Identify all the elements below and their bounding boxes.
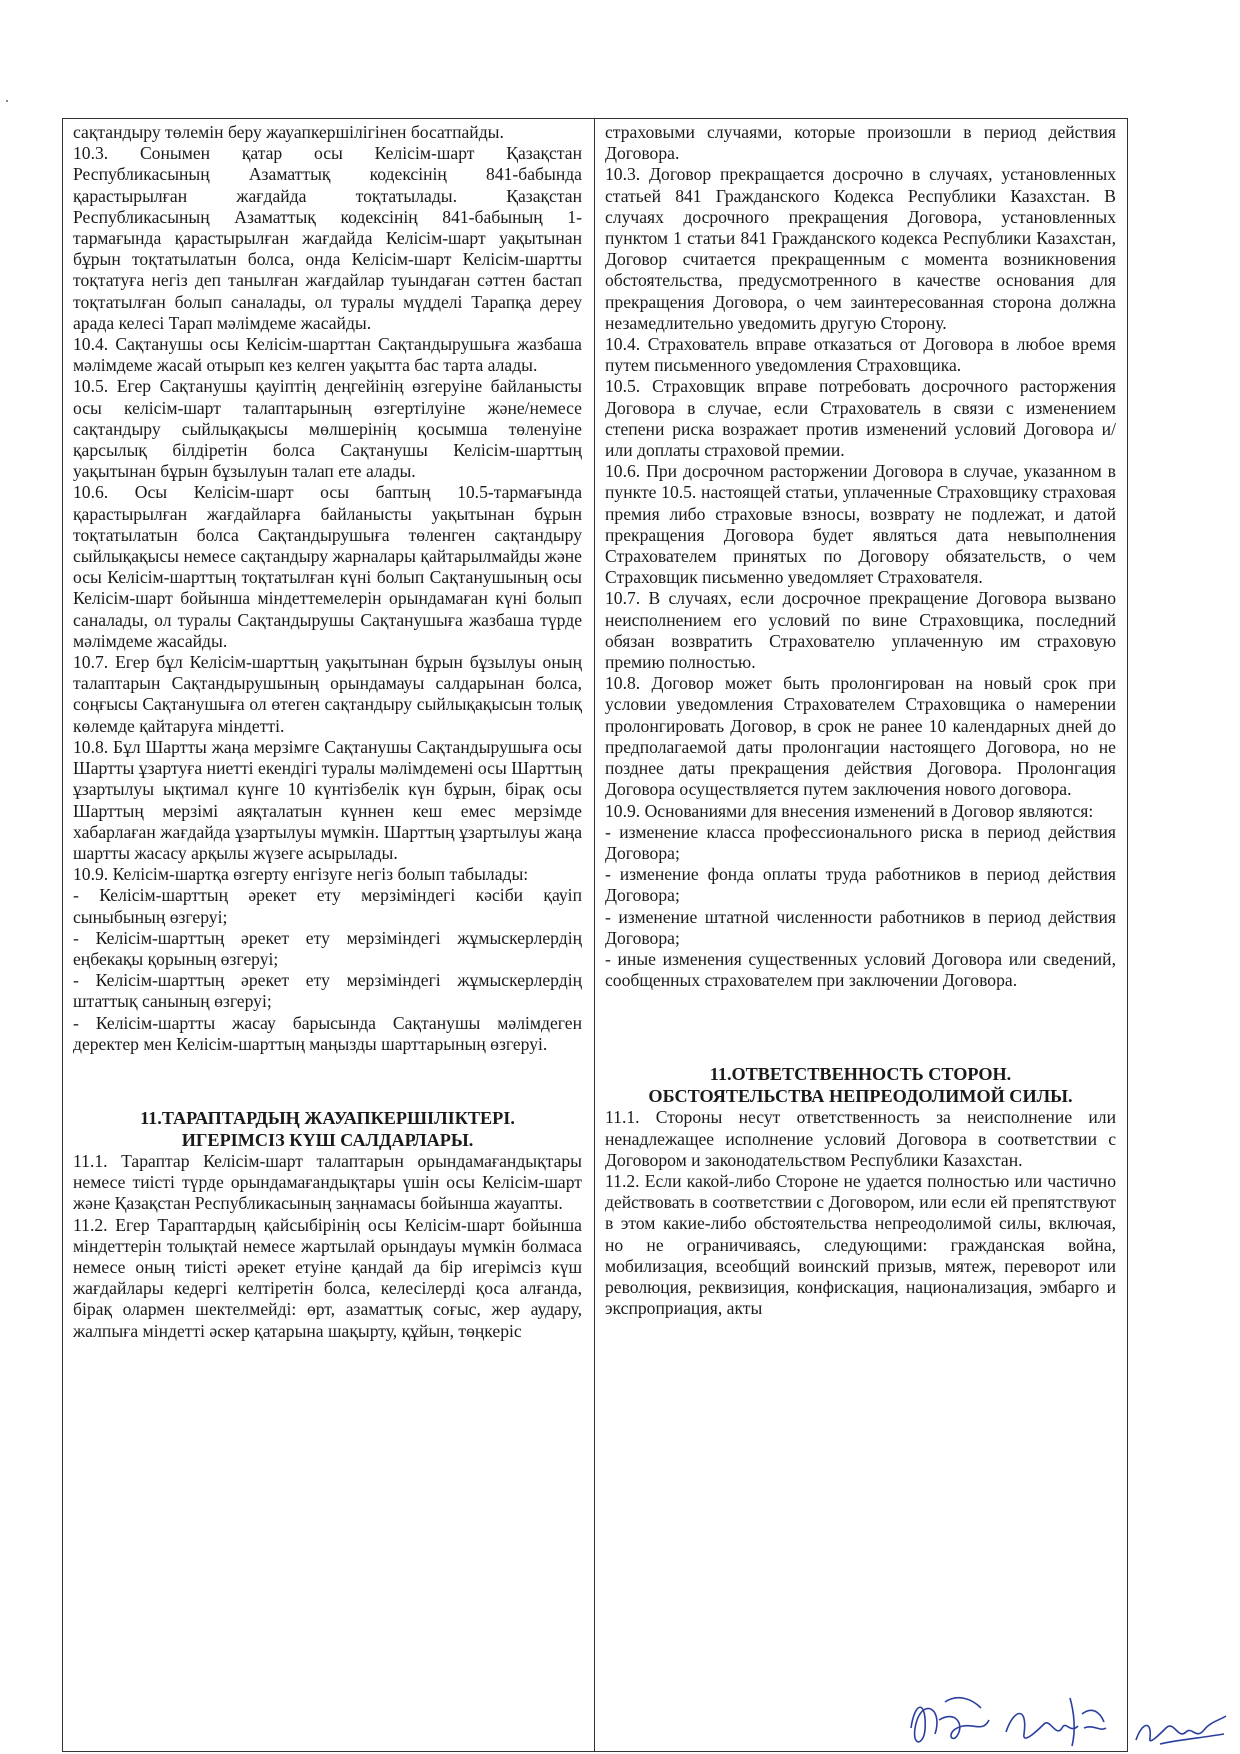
section-heading-line1: 11.ТАРАПТАРДЫҢ ЖАУАПКЕРШІЛІКТЕРІ. — [140, 1107, 515, 1128]
spacer — [73, 1055, 582, 1107]
paragraph-10-8: 10.8. Договор может быть пролонгирован на новый срок при условии уведомления Страхователем Страховщика о намерении пролонгировать Договор, в срок не ранее 10 календарных дней до предполагаемой даты пролонгации настоящего Договора, но не позднее даты прекращения действия Договора. Пролонгация Договора осуществляется путем заключения нового договора. — [605, 673, 1116, 800]
paragraph-11-2: 11.2. Егер Тараптардың қайсыбірінің осы Келісім-шарт бойынша міндеттерін толықтай немесе жартылай орындауы мүмкін болмаса немесе оның тиісті әрекет етуіне қандай да бір игерімсіз күш жағдайлары кедергі келтіретін болса, келесілерді қоса алғанда, бірақ олармен шектелмейді: өрт, азаматтық соғыс, жер аудару, жалпыға міндетті әскер қатарына шақырту, құйын, төңкеріс — [73, 1214, 582, 1341]
paragraph-11-1: 11.1. Тараптар Келісім-шарт талаптарын орындамағандықтары немесе тиісті түрде орындамағандықтары үшін осы Келісім-шарт және Қазақстан Республикасының заңнамасы бойынша жауапты. — [73, 1150, 582, 1214]
paragraph-10-4: 10.4. Страхователь вправе отказаться от Договора в любое время путем письменного уведомления Страховщика. — [605, 334, 1116, 376]
paragraph-10-5: 10.5. Страховщик вправе потребовать досрочного расторжения Договора в случае, если Страхователь в связи с изменением степени риска возражает против изменений условий Договора и/или доплаты страховой премии. — [605, 376, 1116, 461]
paragraph-10-9: 10.9. Келісім-шартқа өзгерту енгізуге негіз болып табылады: — [73, 864, 529, 885]
paragraph-11-1: 11.1. Стороны несут ответственность за неисполнение или ненадлежащее исполнение условий Договора в соответствии с Договором и законодательством Республики Казахстан. — [605, 1107, 1116, 1170]
paragraph-10-7: 10.7. В случаях, если досрочное прекращение Договора вызвано неисполнением его условий по вине Страховщика, последний обязан возвратить Страхователю уплаченную им страховую премию полностью. — [605, 588, 1116, 673]
paragraph-10-3: 10.3. Сонымен қатар осы Келісім-шарт Қазақстан Республикасының Азаматтық кодексінің 841-бабында қарастырылған жағдайда тоқтатылады. Қазақстан Республикасының Азаматтық кодексінің 841-бабының 1-тармағында қарастырылған жағдайда Келісім-шарт уақытынан бұрын тоқтатылатын болса, онда Келісім-шарт Келісім-шартты тоқтатуға негіз деп танылған жағдайлар туындаған сәттен бастап тоқтатылған болып саналады, ол туралы мүдделі Тарапқа дереу арада келесі Тарап мәлімдеме жасайды. — [73, 143, 582, 333]
list-item: - Келісім-шартты жасау барысында Сақтанушы мәлімдеген деректер мен Келісім-шарттың маңызды шарттарының өзгеруі. — [73, 1012, 582, 1054]
paragraph-10-4: 10.4. Сақтанушы осы Келісім-шарттан Сақтандырушыға жазбаша мәлімдеме жасай отырып кез келген уақытта бас тарта алады. — [73, 334, 582, 376]
paragraph-10-7: 10.7. Егер бұл Келісім-шарттың уақытынан бұрын бұзылуы оның талаптарын Сақтандырушының орындамауы салдарынан болса, соңғысы Сақтанушыға ол өтеген сақтандыру сыйлықақысын толық көлемде қайтаруға міндетті. — [73, 652, 582, 736]
paragraph-10-3: 10.3. Договор прекращается досрочно в случаях, установленных статьей 841 Гражданского Кодекса Республики Казахстан. В случаях досрочного прекращения Договора, установленных пунктом 1 статьи 841 Гражданского кодекса Республики Казахстан, Договор считается прекращенным с момента возникновения обстоятельства, предусмотренного в качестве основания для прекращения Договора, о чем заинтересованная сторона должна незамедлительно уведомить другую Сторону. — [605, 164, 1116, 333]
russian-column — [595, 119, 1127, 1751]
handwritten-signature-1 — [905, 1690, 995, 1752]
list-item: - Келісім-шарттың әрекет ету мерзіміндегі кәсіби қауіп сыныбының өзгеруі; — [73, 885, 582, 927]
paragraph: сақтандыру төлемін беру жауапкершілігінен босатпайды. — [73, 122, 504, 142]
section-heading-line2: ИГЕРІМСІЗ КҮШ САЛДАРЛАРЫ. — [181, 1129, 474, 1150]
list-item: - Келісім-шарттың әрекет ету мерзіміндегі жұмыскерлердің штаттық санының өзгеруі; — [73, 970, 582, 1012]
handwritten-initials — [1130, 1710, 1230, 1750]
scan-speck — [6, 100, 8, 102]
paragraph-10-9: 10.9. Основаниями для внесения изменений в Договор являются: — [605, 800, 1094, 821]
paragraph: страховыми случаями, которые произошли в период действия Договора. — [605, 122, 1116, 164]
bilingual-contract-table — [62, 118, 1128, 1752]
paragraph-10-5: 10.5. Егер Сақтанушы қауіптің деңгейінің өзгеруіне байланысты осы келісім-шарт талаптарының өзгертілуіне және/немесе сақтандыру сыйлықақысы мөлшерінің қосымша төленуіне қарсылық білдіретін болса Сақтанушы Келісім-шарттың уақытынан бұрын бұзылуын талап ете алады. — [73, 376, 582, 482]
paragraph-10-6: 10.6. Осы Келісім-шарт осы баптың 10.5-тармағында қарастырылған жағдайларға байланысты уақытынан бұрын тоқтатылатын болса Сақтандырушыға төленген сақтандыру сыйлықақысы немесе сақтандыру жарналары қайтарылмайды және осы Келісім-шарттың тоқтатылған күні болып Сақтанушының осы Келісім-шарт бойынша міндеттемелерін орындамаған күні болып саналады, ол туралы Сақтандырушы Сақтанушыға жазбаша түрде мәлімдеме жасайды. — [73, 482, 582, 651]
paragraph-10-8: 10.8. Бұл Шартты жаңа мерзімге Сақтанушы Сақтандырушыға осы Шартты ұзартуға ниетті екендігі туралы мәлімдемені осы Шарттың ұзартылуы ықтимал күнге 10 күнтізбелік күн бұрын, бірақ осы Шарттың мерзімі аяқталатын күннен кеш емес мерзімде хабарлаған жағдайда ұзартылуы мүмкін. Шарттың ұзартылуы жаңа шартты жасасу арқылы жүзеге асырылады. — [73, 736, 582, 863]
list-item: - иные изменения существенных условий Договора или сведений, сообщенных страхователем при заключении Договора. — [605, 948, 1116, 991]
list-item: - изменение штатной численности работников в период действия Договора; — [605, 906, 1116, 948]
paragraph-11-2: 11.2. Если какой-либо Стороне не удается полностью или частично действовать в соответствии с Договором, или если ей препятствуют в этом какие-либо обстоятельства непреодолимой силы, включая, но не ограничиваясь, следующими: гражданская война, мобилизация, всеобщий воинский призыв, мятеж, переворот или революция, реквизиция, конфискация, национализация, эмбарго и экспроприация, акты — [605, 1170, 1116, 1319]
list-item: - изменение фонда оплаты труда работников в период действия Договора; — [605, 864, 1116, 906]
section-heading-line2: ОБСТОЯТЕЛЬСТВА НЕПРЕОДОЛИМОЙ СИЛЫ. — [648, 1086, 1073, 1107]
paragraph-10-6: 10.6. При досрочном расторжении Договора в случае, указанном в пункте 10.5. настоящей статьи, уплаченные Страховщику страховая премия либо страховые взносы, возврату не подлежат, и датой прекращения Договора будет являться дата невыполнения Страхователем принятых по Договору обязательств, о чем Страховщик письменно уведомляет Страхователя. — [605, 461, 1116, 588]
list-item: - изменение класса профессионального риска в период действия Договора; — [605, 821, 1116, 863]
kazakh-column — [63, 119, 595, 1751]
spacer — [605, 991, 1116, 1063]
handwritten-signature-2 — [1000, 1688, 1110, 1752]
list-item: - Келісім-шарттың әрекет ету мерзіміндегі жұмыскерлердің еңбекақы қорының өзгеруі; — [73, 927, 582, 969]
section-heading-line1: 11.ОТВЕТСТВЕННОСТЬ СТОРОН. — [709, 1064, 1012, 1085]
